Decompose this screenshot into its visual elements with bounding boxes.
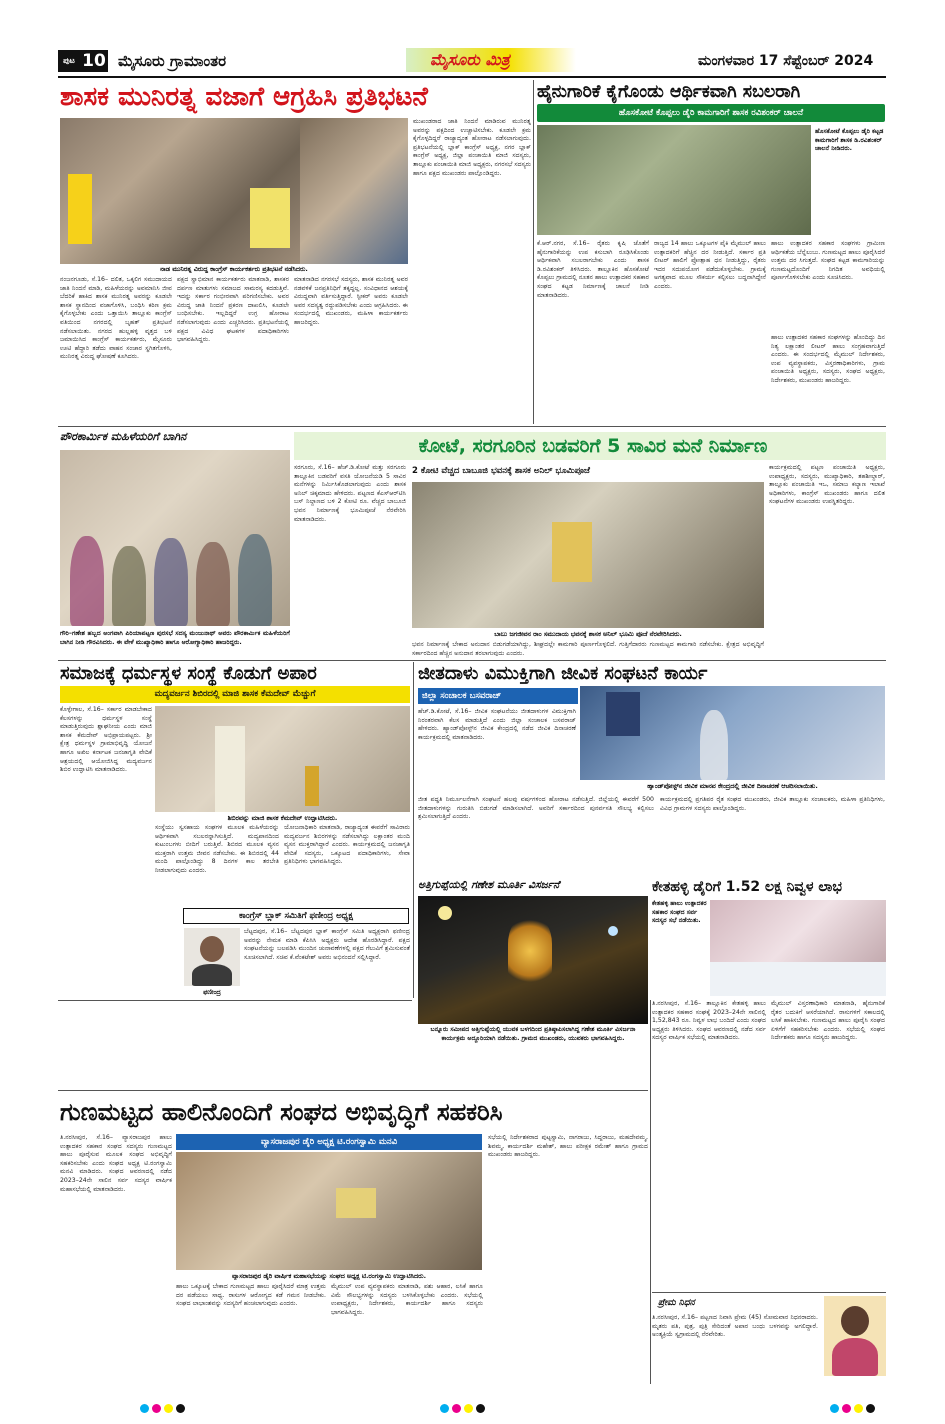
section-rule xyxy=(58,660,886,661)
congress-portrait xyxy=(184,928,240,986)
jeevika-body-3: ಕಾರ್ಯಕ್ರಮದಲ್ಲಿ ಪ್ರಗತಿಪರ ರೈತ ಸಂಘದ ಮುಖಂಡರು, ಜೀವಿಕ ತಾಲ್ಲೂಕು ಸಂಚಾಲಕರು, ಮಹಿಳಾ ಪ್ರತಿನಿಧಿಗಳು, ವಿವಿಧ ಗ್ರಾಮಗಳ ಸದಸ್ಯರು ಪಾಲ್ಗೊಂಡಿದ್ದರು. xyxy=(660,796,885,812)
ganesha-caption: ಬನ್ನೂರು ಸಮೀಪದ ಅತ್ತಿಗುಪ್ಪೆಯಲ್ಲಿ ಯುವಕ ಬಳಗದಿಂದ ಪ್ರತಿಷ್ಠಾಪಿಸಲಾಗಿದ್ದ ಗಣೇಶ ಮೂರ್ತಿ ವಿಸರ್ಜನಾ ಕಾರ್ಯಕ್ರಮ ಅದ್ದೂರಿಯಾಗಿ ನಡೆಯಿತು. ಗ್ರಾಮದ ಮುಖಂಡರು, ಯುವಕರು ಭಾಗವಹಿಸಿದ್ದರು. xyxy=(430,1026,636,1042)
obituary-portrait xyxy=(824,1296,886,1376)
section-rule xyxy=(58,426,886,427)
milk-subhead: ವ್ಯಾಸರಾಜಪುರ ಡೈರಿ ಅಧ್ಯಕ್ಷ ಟಿ.ರಂಗಸ್ವಾಮಿ ಮನವಿ xyxy=(260,1137,398,1147)
dairy-side-caption: ಹೊಸಕೋಟೆ ಕೊಪ್ಪಲು ಡೈರಿ ಕಟ್ಟಡ ಕಾಮಗಾರಿಗೆ ಶಾಸಕ ಡಿ.ರವಿಶಂಕರ್ ಚಾಲನೆ ನೀಡಿದರು. xyxy=(815,128,884,153)
housing-subhead: 2 ಕೋಟಿ ವೆಚ್ಚದ ಬಾಬೂಜಿ ಭವನಕ್ಕೆ ಶಾಸಕ ಅನಿಲ್ ಭೂಮಿಪೂಜೆ xyxy=(412,466,590,476)
jeevika-body-2: ಜೀತ ಪದ್ಧತಿ ನಿರ್ಮೂಲನೆಗಾಗಿ ಸಂಘಟನೆ ಹಲವು ವರ್ಷಗಳಿಂದ ಹೋರಾಟ ನಡೆಸುತ್ತಿದೆ. ಜಿಲ್ಲೆಯಲ್ಲಿ ಈವರೆಗೆ 500 ಜೀತದಾಳುಗಳನ್ನು ಗುರುತಿಸಿ ಬಿಡುಗಡೆ ಮಾಡಿಸಲಾಗಿದೆ. ಅವರಿಗೆ ಸರ್ಕಾರದಿಂದ ಪುನರ್ವಸತಿ ಸೌಲಭ್ಯ ಕಲ್ಪಿಸಲು ಶ್ರಮಿಸಲಾಗುತ್ತಿದೆ ಎಂದರು. xyxy=(418,796,654,821)
protest-photo xyxy=(60,118,300,264)
jeevika-caption: ಹ್ಯಾಂಡ್‌ಪೋಸ್ಟ್‌ನ ಜೀವಿಕ ಮಾನವ ಕೇಂದ್ರದಲ್ಲಿ ಜೀವಿಕ ದಿನಾಚರಣೆ ಆಚರಿಸಲಾಯಿತು. xyxy=(647,782,818,790)
paper-name: ಮೈಸೂರು ಮಿತ್ರ xyxy=(430,50,510,69)
column-divider xyxy=(650,1000,651,1384)
section-title: ಮೈಸೂರು ಗ್ರಾಮಾಂತರ xyxy=(118,52,227,70)
column-divider xyxy=(533,80,534,424)
ganesha-photo xyxy=(418,896,648,1024)
pourakarmika-photo xyxy=(60,450,290,626)
section-rule xyxy=(58,1000,412,1001)
protest-body-4: ಮುಖಂಡರಾದ ಜಾತಿ ನಿಂದನೆ ಮಾಡಿರುವ ಮುನಿರತ್ನ ಅವರನ್ನು ಪಕ್ಷದಿಂದ ಉಚ್ಚಾಟಿಸಬೇಕು. ಕೂಡಲೇ ಕ್ರಮ ಕೈಗೊಳ್ಳದಿದ್ದರೆ ರಾಜ್ಯಾದ್ಯಂತ ಹೋರಾಟ ನಡೆಸಲಾಗುವುದು. ಪ್ರತಿಭಟನೆಯಲ್ಲಿ ಬ್ಲಾಕ್ ಕಾಂಗ್ರೆಸ್ ಅಧ್ಯಕ್ಷ, ನಗರ ಬ್ಲಾಕ್ ಕಾಂಗ್ರೆಸ್ ಅಧ್ಯಕ್ಷ, ಜಿಲ್ಲಾ ಪಂಚಾಯಿತಿ ಮಾಜಿ ಸದಸ್ಯರು, ತಾಲ್ಲೂಕು ಪಂಚಾಯಿತಿ ಮಾಜಿ ಅಧ್ಯಕ್ಷರು, ನಗರಸಭೆ ಸದಸ್ಯರು ಹಾಗೂ ಪಕ್ಷದ ಮುಖಂಡರು ಪಾಲ್ಗೊಂಡಿದ್ದರು. xyxy=(413,118,531,177)
masthead xyxy=(0,48,945,76)
masthead-rule xyxy=(58,76,886,78)
milk-body-1: ತಿ.ನರಸೀಪುರ, ಸೆ.16– ವ್ಯಾಸರಾಜಪುರ ಹಾಲು ಉತ್ಪಾದಕರ ಸಹಕಾರ ಸಂಘದ ಸದಸ್ಯರು ಗುಣಮಟ್ಟದ ಹಾಲು ಪೂರೈಸುವ ಮೂಲಕ ಸಂಘದ ಅಭಿವೃದ್ಧಿಗೆ ಸಹಕರಿಸಬೇಕು ಎಂದು ಸಂಘದ ಅಧ್ಯಕ್ಷ ಟಿ.ರಂಗಸ್ವಾಮಿ ಮನವಿ ಮಾಡಿದರು. ಸಂಘದ ಆವರಣದಲ್ಲಿ ನಡೆದ 2023–24ನೇ ಸಾಲಿನ ಸರ್ವ ಸದಸ್ಯರ ವಾರ್ಷಿಕ ಮಹಾಸಭೆಯಲ್ಲಿ ಮಾತನಾಡಿದರು. xyxy=(60,1134,172,1193)
protest-body-3: ಮಾತನಾಡಿದ ನಗರಸಭೆ ಸದಸ್ಯರು, ಶಾಸಕ ಮುನಿರತ್ನ ಅವರ ನಡವಳಿಕೆ ಜನಪ್ರತಿನಿಧಿಗೆ ತಕ್ಕದ್ದಲ್ಲ. ಸಂವಿಧಾನದ ಆಶಯಕ್ಕೆ ವಿರುದ್ಧವಾಗಿ ವರ್ತಿಸುತ್ತಿದ್ದಾರೆ. ಸ್ಪೀಕರ್ ಅವರು ಕೂಡಲೇ ಅವರ ಸದಸ್ಯತ್ವ ರದ್ದುಪಡಿಸಬೇಕು ಎಂದು ಆಗ್ರಹಿಸಿದರು. ಈ ಸಂದರ್ಭದಲ್ಲಿ ಮುಖಂಡರು, ಮಹಿಳಾ ಕಾರ್ಯಕರ್ತರು ಹಾಜರಿದ್ದರು. xyxy=(294,276,408,326)
registration-mark xyxy=(866,1404,875,1413)
ganesha-headline: ಅತ್ತಿಗುಪ್ಪೆಯಲ್ಲಿ ಗಣೇಶ ಮೂರ್ತಿ ವಿಸರ್ಜನೆ xyxy=(418,879,560,891)
registration-mark xyxy=(440,1404,449,1413)
page-label: ಪುಟ xyxy=(58,50,80,72)
congress-body: ಬೆಟ್ಟದಪುರ, ಸೆ.16– ಬೆಟ್ಟದಪುರ ಬ್ಲಾಕ್ ಕಾಂಗ್ರೆಸ್ ಸಮಿತಿ ಅಧ್ಯಕ್ಷರಾಗಿ ಫಣೀಂದ್ರ ಅವರನ್ನು ನೇಮಕ ಮಾಡಿ ಕೆಪಿಸಿಸಿ ಅಧ್ಯಕ್ಷರು ಆದೇಶ ಹೊರಡಿಸಿದ್ದಾರೆ. ಪಕ್ಷದ ಸಂಘಟನೆಯನ್ನು ಬಲಪಡಿಸಿ ಮುಂದಿನ ಚುನಾವಣೆಗಳಲ್ಲಿ ಪಕ್ಷದ ಗೆಲುವಿಗೆ ಶ್ರಮಿಸುವಂತೆ ಸೂಚಿಸಲಾಗಿದೆ. ಸಚಿವ ಕೆ.ವೆಂಕಟೇಶ್ ಅವರು ಅಭಿನಂದನೆ ಸಲ್ಲಿಸಿದ್ದಾರೆ. xyxy=(244,928,410,961)
pourakarmika-caption: ಗೌರಿ–ಗಣೇಶ ಹಬ್ಬದ ಅಂಗವಾಗಿ ಪಿರಿಯಾಪಟ್ಟಣ ಪುರಸಭೆ ಸದಸ್ಯ ಮಂಜುನಾಥ್ ಅವರು ಪೌರಕಾರ್ಮಿಕ ಮಹಿಳೆಯರಿಗೆ ಬಾಗಿನ ನೀಡಿ ಗೌರವಿಸಿದರು. ಈ ವೇಳೆ ಮುಖ್ಯಾಧಿಕಾರಿ ಹಾಗೂ ಆರೋಗ್ಯಾಧಿಕಾರಿ ಹಾಜರಿದ್ದರು. xyxy=(60,630,290,646)
housing-photo xyxy=(412,482,764,628)
dairy-photo xyxy=(537,125,811,235)
protest-body-1: ನಂಜನಗೂಡು, ಸೆ.16– ದಲಿತ, ಒಕ್ಕಲಿಗ ಸಮುದಾಯದ ಜಾತಿ ನಿಂದನೆ ಮಾಡಿ, ಮಹಿಳೆಯರನ್ನು ಅವಮಾನಿಸಿ ಜೀವ ಬೆದರಿಕೆ ಹಾಕಿದ ಶಾಸಕ ಮುನಿರತ್ನ ಅವರನ್ನು ಕೂಡಲೇ ಶಾಸಕ ಸ್ಥಾನದಿಂದ ವಜಾಗೊಳಿಸಿ, ಬಂಧಿಸಿ ಕಠಿಣ ಕ್ರಮ ಕೈಗೊಳ್ಳಬೇಕು ಎಂದು ಒತ್ತಾಯಿಸಿ ತಾಲ್ಲೂಕು ಕಾಂಗ್ರೆಸ್ ವತಿಯಿಂದ ನಗರದಲ್ಲಿ ಬೃಹತ್ ಪ್ರತಿಭಟನೆ ನಡೆಸಲಾಯಿತು. ನಗರದ ಹುಲ್ಲಹಳ್ಳಿ ವೃತ್ತದ ಬಳಿ ಜಮಾಯಿಸಿದ ಕಾಂಗ್ರೆಸ್ ಕಾರ್ಯಕರ್ತರು, ಮೈಸೂರು ಊಟಿ ಹೆದ್ದಾರಿ ತಡೆದು ವಾಹನ ಸಂಚಾರ ಸ್ಥಗಿತಗೊಳಿಸಿ, ಮುನಿರತ್ನ ವಿರುದ್ಧ ಘೋಷಣೆ ಕೂಗಿದರು. xyxy=(60,276,172,361)
registration-mark xyxy=(842,1404,851,1413)
dairy-body-3: ಹಾಲು ಉತ್ಪಾದಕರ ಸಹಕಾರ ಸಂಘಗಳು ಗ್ರಾಮೀಣ ಆರ್ಥಿಕತೆಯ ಬೆನ್ನೆಲುಬು. ಗುಣಮಟ್ಟದ ಹಾಲು ಪೂರೈಸಿದರೆ ಉತ್ತಮ ದರ ಸಿಗುತ್ತದೆ. ಸಂಘದ ಕಟ್ಟಡ ಕಾಮಗಾರಿಯನ್ನು ಗುಣಮಟ್ಟದೊಂದಿಗೆ ನಿಗದಿತ ಅವಧಿಯಲ್ಲಿ ಪೂರ್ಣಗೊಳಿಸಬೇಕು ಎಂದು ಸೂಚಿಸಿದರು. xyxy=(771,240,885,282)
dharmasthala-body-1: ಕೊಳ್ಳೇಗಾಲ, ಸೆ.16– ಸರ್ಕಾರ ಮಾಡಬೇಕಾದ ಕೆಲಸಗಳನ್ನು ಧರ್ಮಸ್ಥಳ ಸಂಸ್ಥೆ ಮಾಡುತ್ತಿರುವುದು ಶ್ಲಾಘನೀಯ ಎಂದು ಮಾಜಿ ಶಾಸಕ ಕೆಮದೇವ್ ಅಭಿಪ್ರಾಯಪಟ್ಟರು. ಶ್ರೀ ಕ್ಷೇತ್ರ ಧರ್ಮಸ್ಥಳ ಗ್ರಾಮಾಭಿವೃದ್ಧಿ ಯೋಜನೆ ಹಾಗೂ ಅಖಿಲ ಕರ್ನಾಟಕ ಜನಜಾಗೃತಿ ವೇದಿಕೆ ಆಶ್ರಯದಲ್ಲಿ ಆಯೋಜಿಸಿದ್ದ ಮದ್ಯವರ್ಜನ ಶಿಬಿರ ಉದ್ಘಾಟಿಸಿ ಮಾತನಾಡಿದರು. xyxy=(60,706,152,774)
jeevika-headline: ಜೀತದಾಳು ವಿಮುಕ್ತಿಗಾಗಿ ಜೀವಿಕ ಸಂಘಟನೆ ಕಾರ್ಯ xyxy=(418,663,708,684)
dairy-body-4: ಹಾಲು ಉತ್ಪಾದಕರ ಸಹಕಾರ ಸಂಘಗಳನ್ನು ಹೊಂದಿದ್ದು ದಿನ ನಿತ್ಯ ಲಕ್ಷಾಂತರ ಲೀಟರ್ ಹಾಲು ಸಂಗ್ರಹವಾಗುತ್ತಿದೆ ಎಂದರು. ಈ ಸಂದರ್ಭದಲ್ಲಿ ಮೈಮುಲ್ ನಿರ್ದೇಶಕರು, ಉಪ ವ್ಯವಸ್ಥಾಪಕರು, ವಿಸ್ತರಣಾಧಿಕಾರಿಗಳು, ಗ್ರಾಮ ಪಂಚಾಯಿತಿ ಅಧ್ಯಕ್ಷರು, ಸದಸ್ಯರು, ಸಂಘದ ಅಧ್ಯಕ್ಷರು, ನಿರ್ದೇಶಕರು, ಮುಖಂಡರು ಹಾಜರಿದ್ದರು. xyxy=(771,334,885,384)
registration-mark xyxy=(476,1404,485,1413)
column-divider xyxy=(413,662,414,998)
jeevika-photo xyxy=(580,686,885,780)
housing-caption: ಬಾಬು ಜಗಜೀವನ ರಾಂ ಸಮುದಾಯ ಭವನಕ್ಕೆ ಶಾಸಕ ಅನಿಲ್ ಭೂಮಿ ಪೂಜೆ ನೆರವೇರಿಸಿದರು. xyxy=(494,630,682,638)
registration-mark xyxy=(152,1404,161,1413)
milk-headline: ಗುಣಮಟ್ಟದ ಹಾಲಿನೊಂದಿಗೆ ಸಂಘದ ಅಭಿವೃದ್ಧಿಗೆ ಸಹಕರಿಸಿ xyxy=(60,1098,503,1126)
dairy-profit-body-2: ಮೈಮುಲ್ ವಿಸ್ತರಣಾಧಿಕಾರಿ ಮಾತನಾಡಿ, ಹೈನುಗಾರಿಕೆ ರೈತರ ಬದುಕಿಗೆ ಆಸರೆಯಾಗಿದೆ. ರಾಸುಗಳಿಗೆ ಸಕಾಲದಲ್ಲಿ ಲಸಿಕೆ ಹಾಕಿಸಬೇಕು. ಗುಣಮಟ್ಟದ ಹಾಲು ಪೂರೈಸಿ ಸಂಘದ ಏಳಿಗೆಗೆ ಸಹಕರಿಸಬೇಕು ಎಂದರು. ಸಭೆಯಲ್ಲಿ ಸಂಘದ ನಿರ್ದೇಶಕರು ಹಾಗೂ ಸದಸ್ಯರು ಹಾಜರಿದ್ದರು. xyxy=(771,1000,885,1042)
protest-photo-2 xyxy=(300,118,408,264)
dairy-profit-headline: ಕೇತಹಳ್ಳಿ ಡೈರಿಗೆ 1.52 ಲಕ್ಷ ನಿವ್ವಳ ಲಾಭ xyxy=(652,879,842,895)
dairy-body-2: ರಾಜ್ಯದ 14 ಹಾಲು ಒಕ್ಕೂಟಗಳ ಪೈಕಿ ಮೈಮುಲ್ ಹಾಲು ಉತ್ಪಾದಕರಿಗೆ ಹೆಚ್ಚಿನ ದರ ನೀಡುತ್ತಿದೆ. ಸರ್ಕಾರ ಪ್ರತಿ ಲೀಟರ್ ಹಾಲಿಗೆ ಪ್ರೋತ್ಸಾಹ ಧನ ನೀಡುತ್ತಿದ್ದು, ರೈತರು ಇದರ ಸದುಪಯೋಗ ಪಡೆದುಕೊಳ್ಳಬೇಕು. ಗ್ರಾಮಕ್ಕೆ ಅಗತ್ಯವಾದ ಮೂಲ ಸೌಕರ್ಯ ಕಲ್ಪಿಸಲು ಬದ್ಧನಾಗಿದ್ದೇನೆ ಎಂದರು. xyxy=(654,240,766,290)
dharmasthala-body-2: ಸಂಸ್ಥೆಯು ಸ್ವಸಹಾಯ ಸಂಘಗಳ ಮೂಲಕ ಮಹಿಳೆಯರನ್ನು ಆರ್ಥಿಕವಾಗಿ ಸಬಲರನ್ನಾಗಿಸುತ್ತಿದೆ. ಮದ್ಯಪಾನದಿಂದ ಕುಟುಂಬಗಳು ಬೀದಿಗೆ ಬರುತ್ತಿವೆ. ಶಿಬಿರದ ಮೂಲಕ ವ್ಯಸನ ಮುಕ್ತರಾಗಿ ಉತ್ತಮ ಜೀವನ ನಡೆಸಬೇಕು. ಈ ಶಿಬಿರದಲ್ಲಿ 44 ಮಂದಿ ಪಾಲ್ಗೊಂಡಿದ್ದು 8 ದಿನಗಳ ಕಾಲ ತರಬೇತಿ ನೀಡಲಾಗುವುದು ಎಂದರು. xyxy=(155,824,279,874)
registration-mark xyxy=(164,1404,173,1413)
registration-mark xyxy=(140,1404,149,1413)
jeevika-body-1: ಹೆಚ್.ಡಿ.ಕೋಟೆ, ಸೆ.16– ಜೀವಿಕ ಸಂಘಟನೆಯು ಜೀತದಾಳುಗಳ ವಿಮುಕ್ತಿಗಾಗಿ ನಿರಂತರವಾಗಿ ಕೆಲಸ ಮಾಡುತ್ತಿದೆ ಎಂದು ಜಿಲ್ಲಾ ಸಂಚಾಲಕ ಬಸವರಾಜ್ ಹೇಳಿದರು. ಹ್ಯಾಂಡ್‌ಪೋಸ್ಟ್‌ನ ಜೀವಿಕ ಕೇಂದ್ರದಲ್ಲಿ ನಡೆದ ಜೀವಿಕ ದಿನಾಚರಣೆ ಕಾರ್ಯಕ್ರಮದಲ್ಲಿ ಮಾತನಾಡಿದರು. xyxy=(418,708,576,741)
milk-body-3: ಮೈಮುಲ್ ಉಪ ವ್ಯವಸ್ಥಾಪಕರು ಮಾತನಾಡಿ, ಪಶು ಆಹಾರ, ಲಸಿಕೆ ಹಾಗೂ ವಿಮೆ ಸೌಲಭ್ಯಗಳನ್ನು ಸದಸ್ಯರು ಬಳಸಿಕೊಳ್ಳಬೇಕು ಎಂದರು. ಸಭೆಯಲ್ಲಿ ಉಪಾಧ್ಯಕ್ಷರು, ನಿರ್ದೇಶಕರು, ಕಾರ್ಯದರ್ಶಿ ಹಾಗೂ ಸದಸ್ಯರು ಭಾಗವಹಿಸಿದ್ದರು. xyxy=(331,1283,483,1316)
housing-body-3: ಕಾರ್ಯಕ್ರಮದಲ್ಲಿ ಪಟ್ಟಣ ಪಂಚಾಯಿತಿ ಅಧ್ಯಕ್ಷರು, ಉಪಾಧ್ಯಕ್ಷರು, ಸದಸ್ಯರು, ಮುಖ್ಯಾಧಿಕಾರಿ, ತಹಶೀಲ್ದಾರ್, ತಾಲ್ಲೂಕು ಪಂಚಾಯಿತಿ ಇಒ, ಸಮಾಜ ಕಲ್ಯಾಣ ಇಲಾಖೆ ಅಧಿಕಾರಿಗಳು, ಕಾಂಗ್ರೆಸ್ ಮುಖಂಡರು ಹಾಗೂ ದಲಿತ ಸಂಘಟನೆಗಳ ಮುಖಂಡರು ಉಪಸ್ಥಿತರಿದ್ದರು. xyxy=(769,464,885,506)
dairy-profit-photo xyxy=(710,900,886,996)
milk-body-2: ಹಾಲು ಒಕ್ಕೂಟಕ್ಕೆ ಬೇಕಾದ ಗುಣಮಟ್ಟದ ಹಾಲು ಪೂರೈಸಿದರೆ ಮಾತ್ರ ಉತ್ತಮ ದರ ಪಡೆಯಲು ಸಾಧ್ಯ. ರಾಸುಗಳ ಆರೋಗ್ಯದ ಕಡೆ ಗಮನ ನೀಡಬೇಕು. ಸಂಘದ ಲಾಭಾಂಶವನ್ನು ಸದಸ್ಯರಿಗೆ ಹಂಚಲಾಗುವುದು ಎಂದರು. xyxy=(176,1283,326,1308)
milk-caption: ವ್ಯಾಸರಾಜಪುರ ಡೈರಿ ವಾರ್ಷಿಕ ಮಹಾಸಭೆಯನ್ನು ಸಂಘದ ಅಧ್ಯಕ್ಷ ಟಿ.ರಂಗಸ್ವಾಮಿ ಉದ್ಘಾಟಿಸಿದರು. xyxy=(231,1272,427,1280)
registration-mark xyxy=(854,1404,863,1413)
dairy-body-1: ಕೆ.ಆರ್.ನಗರ, ಸೆ.16– ರೈತರು ಕೃಷಿ ಜೊತೆಗೆ ಹೈನುಗಾರಿಕೆಯನ್ನು ಉಪ ಕಸುಬಾಗಿ ರೂಢಿಸಿಕೊಂಡು ಆರ್ಥಿಕವಾಗಿ ಸಬಲರಾಗಬೇಕು ಎಂದು ಶಾಸಕ ಡಿ.ರವಿಶಂಕರ್ ತಿಳಿಸಿದರು. ತಾಲ್ಲೂಕಿನ ಹೊಸಕೋಟೆ ಕೊಪ್ಪಲು ಗ್ರಾಮದಲ್ಲಿ ನೂತನ ಹಾಲು ಉತ್ಪಾದಕರ ಸಹಕಾರ ಸಂಘದ ಕಟ್ಟಡ ನಿರ್ಮಾಣಕ್ಕೆ ಚಾಲನೆ ನೀಡಿ ಮಾತನಾಡಿದರು. xyxy=(537,240,649,299)
dharmasthala-body-3: ಯೋಜನಾಧಿಕಾರಿ ಮಾತನಾಡಿ, ರಾಜ್ಯಾದ್ಯಂತ ಈವರೆಗೆ ಸಾವಿರಾರು ಮದ್ಯವರ್ಜನ ಶಿಬಿರಗಳನ್ನು ನಡೆಸಲಾಗಿದ್ದು ಲಕ್ಷಾಂತರ ಮಂದಿ ವ್ಯಸನ ಮುಕ್ತರಾಗಿದ್ದಾರೆ ಎಂದರು. ಕಾರ್ಯಕ್ರಮದಲ್ಲಿ ಜನಜಾಗೃತಿ ವೇದಿಕೆ ಸದಸ್ಯರು, ಒಕ್ಕೂಟದ ಪದಾಧಿಕಾರಿಗಳು, ಸೇವಾ ಪ್ರತಿನಿಧಿಗಳು ಭಾಗವಹಿಸಿದ್ದರು. xyxy=(284,824,410,866)
issue-date: ಮಂಗಳವಾರ 17 ಸೆಪ್ಟೆಂಬರ್ 2024 xyxy=(698,53,874,69)
dairy-profit-body-1: ತಿ.ನರಸೀಪುರ, ಸೆ.16– ತಾಲ್ಲೂಕಿನ ಕೇತಹಳ್ಳಿ ಹಾಲು ಉತ್ಪಾದಕರ ಸಹಕಾರ ಸಂಘಕ್ಕೆ 2023–24ನೇ ಸಾಲಿನಲ್ಲಿ 1,52,843 ರೂ. ನಿವ್ವಳ ಲಾಭ ಬಂದಿದೆ ಎಂದು ಸಂಘದ ಅಧ್ಯಕ್ಷರು ತಿಳಿಸಿದರು. ಸಂಘದ ಆವರಣದಲ್ಲಿ ನಡೆದ ಸರ್ವ ಸದಸ್ಯರ ವಾರ್ಷಿಕ ಸಭೆಯಲ್ಲಿ ಮಾತನಾಡಿದರು. xyxy=(652,1000,766,1042)
protest-caption: ನಾಡ ಮುನಿರತ್ನ ವಿರುದ್ಧ ಕಾಂಗ್ರೆಸ್ ಕಾರ್ಯಕರ್ತರು ಪ್ರತಿಭಟನೆ ನಡೆಸಿದರು. xyxy=(160,265,308,273)
obituary-headline: ಪ್ರೇಮ ನಿಧನ xyxy=(658,1298,695,1308)
dairy-headline: ಹೈನುಗಾರಿಕೆ ಕೈಗೊಂಡು ಆರ್ಥಿಕವಾಗಿ ಸಬಲರಾಗಿ xyxy=(537,82,801,102)
housing-headline: ಕೋಟೆ, ಸರಗೂರಿನ ಬಡವರಿಗೆ 5 ಸಾವಿರ ಮನೆ ನಿರ್ಮಾಣ xyxy=(418,435,768,457)
dairy-subhead: ಹೊಸಕೋಟೆ ಕೊಪ್ಪಲು ಡೈರಿ ಕಾಮಗಾರಿಗೆ ಶಾಸಕ ರವಿಶಂಕರ್ ಚಾಲನೆ xyxy=(618,108,804,118)
obituary-body: ತಿ.ನರಸೀಪುರ, ಸೆ.16– ಪಟ್ಟಣದ ನಿವಾಸಿ ಪ್ರೇಮ (45) ಸೋಮವಾರ ನಿಧನರಾದರು. ಮೃತರು ಪತಿ, ಪುತ್ರ, ಪುತ್ರಿ ಸೇರಿದಂತೆ ಅಪಾರ ಬಂಧು ಬಳಗವನ್ನು ಅಗಲಿದ್ದಾರೆ. ಅಂತ್ಯಕ್ರಿಯೆ ಸ್ವಗ್ರಾಮದಲ್ಲಿ ನೆರವೇರಿತು. xyxy=(652,1314,818,1339)
congress-caption: ಫಣೀಂದ್ರ xyxy=(203,988,221,996)
jeevika-subhead: ಜಿಲ್ಲಾ ಸಂಚಾಲಕ ಬಸವರಾಜ್ xyxy=(422,691,502,701)
section-rule xyxy=(58,1090,648,1091)
milk-body-4: ಸಭೆಯಲ್ಲಿ ನಿರ್ದೇಶಕರಾದ ಪುಟ್ಟಸ್ವಾಮಿ, ನಾಗರಾಜು, ಸಿದ್ದರಾಜು, ಮಹದೇವಮ್ಮ, ಶಿವಮ್ಮ, ಕಾರ್ಯದರ್ಶಿ ಮಹೇಶ್, ಹಾಲು ಪರೀಕ್ಷಕ ರಮೇಶ್ ಹಾಗೂ ಗ್ರಾಮದ ಮುಖಂಡರು ಹಾಜರಿದ್ದರು. xyxy=(488,1134,648,1159)
registration-mark xyxy=(452,1404,461,1413)
housing-body-2: ಭವನ ನಿರ್ಮಾಣಕ್ಕೆ ಬೇಕಾದ ಅನುದಾನ ಬಿಡುಗಡೆಯಾಗಿದ್ದು, ಶೀಘ್ರದಲ್ಲೇ ಕಾಮಗಾರಿ ಪೂರ್ಣಗೊಳ್ಳಲಿದೆ. ಗುತ್ತಿಗೆದಾರರು ಗುಣಮಟ್ಟದ ಕಾಮಗಾರಿ ನಡೆಸಬೇಕು. ಕ್ಷೇತ್ರದ ಅಭಿವೃದ್ಧಿಗೆ ಸರ್ಕಾರದಿಂದ ಹೆಚ್ಚಿನ ಅನುದಾನ ತರಲಾಗುವುದು ಎಂದರು. xyxy=(412,641,764,657)
protest-body-2: ಪಕ್ಷದ ಸ್ವಾಭಿಮಾನ ಕಾರ್ಯಕರ್ತರು ಮಾತನಾಡಿ, ಶಾಸಕರ ದರ್ಪಣ ಮಾತುಗಳು ಸಮಾಜದ ಸಾಮರಸ್ಯ ಕದಡುತ್ತಿವೆ. ಇದನ್ನು ಸರ್ಕಾರ ಗಂಭೀರವಾಗಿ ಪರಿಗಣಿಸಬೇಕು. ಅವರ ವಿರುದ್ಧ ಜಾತಿ ನಿಂದನೆ ಪ್ರಕರಣ ದಾಖಲಿಸಿ, ಕೂಡಲೇ ಬಂಧಿಸಬೇಕು. ಇಲ್ಲದಿದ್ದರೆ ಉಗ್ರ ಹೋರಾಟ ನಡೆಸಲಾಗುವುದು ಎಂದು ಎಚ್ಚರಿಸಿದರು. ಪ್ರತಿಭಟನೆಯಲ್ಲಿ ಪಕ್ಷದ ವಿವಿಧ ಘಟಕಗಳ ಪದಾಧಿಕಾರಿಗಳು ಭಾಗವಹಿಸಿದ್ದರು. xyxy=(177,276,289,344)
congress-headline: ಕಾಂಗ್ರೆಸ್ ಬ್ಲಾಕ್ ಸಮಿತಿಗೆ ಫಣೀಂದ್ರ ಅಧ್ಯಕ್ಷ xyxy=(239,911,353,921)
dharmasthala-headline: ಸಮಾಜಕ್ಕೆ ಧರ್ಮಸ್ಥಳ ಸಂಸ್ಥೆ ಕೊಡುಗೆ ಅಪಾರ xyxy=(60,663,317,684)
pourakarmika-headline: ಪೌರಕಾರ್ಮಿಕ ಮಹಿಳೆಯರಿಗೆ ಬಾಗಿನ xyxy=(60,430,187,443)
section-rule xyxy=(652,1292,886,1293)
dharmasthala-caption: ಶಿಬಿರವನ್ನು ಮಾಜಿ ಶಾಸಕ ಕೆಮದೇವ್ ಉದ್ಘಾಟಿಸಿದರು. xyxy=(227,814,338,822)
housing-body-1: ಸರಗೂರು, ಸೆ.16– ಹೆಚ್.ಡಿ.ಕೋಟೆ ಮತ್ತು ಸರಗೂರು ತಾಲ್ಲೂಕಿನ ಬಡವರಿಗೆ ವಸತಿ ಯೋಜನೆಯಡಿ 5 ಸಾವಿರ ಮನೆಗಳನ್ನು ನಿರ್ಮಿಸಿಕೊಡಲಾಗುವುದು ಎಂದು ಶಾಸಕ ಅನಿಲ್ ಚಿಕ್ಕಮಾದು ಹೇಳಿದರು. ಪಟ್ಟಣದ ಕೆಎಸ್‌ಆರ್‌ಟಿಸಿ ಬಸ್ ನಿಲ್ದಾಣದ ಬಳಿ 2 ಕೋಟಿ ರೂ. ವೆಚ್ಚದ ಬಾಬೂಜಿ ಭವನ ನಿರ್ಮಾಣಕ್ಕೆ ಭೂಮಿಪೂಜೆ ನೆರವೇರಿಸಿ ಮಾತನಾಡಿದರು. xyxy=(294,464,406,523)
protest-headline: ಶಾಸಕ ಮುನಿರತ್ನ ವಜಾಗೆ ಆಗ್ರಹಿಸಿ ಪ್ರತಿಭಟನೆ xyxy=(60,82,428,112)
dharmasthala-photo xyxy=(155,706,410,812)
registration-mark xyxy=(176,1404,185,1413)
page-number: 10 xyxy=(80,50,108,72)
registration-mark xyxy=(830,1404,839,1413)
registration-mark xyxy=(464,1404,473,1413)
dharmasthala-subhead: ಮದ್ಯವರ್ಜನ ಶಿಬಿರದಲ್ಲಿ ಮಾಜಿ ಶಾಸಕ ಕೆಮದೇವ್ ಮೆಚ್ಚುಗೆ xyxy=(154,689,316,699)
dairy-profit-side-caption: ಕೇತಹಳ್ಳಿ ಹಾಲು ಉತ್ಪಾದಕರ ಸಹಕಾರ ಸಂಘದ ಸರ್ವ ಸದಸ್ಯರ ಸಭೆ ನಡೆಯಿತು. xyxy=(652,900,707,925)
milk-photo xyxy=(176,1152,482,1270)
